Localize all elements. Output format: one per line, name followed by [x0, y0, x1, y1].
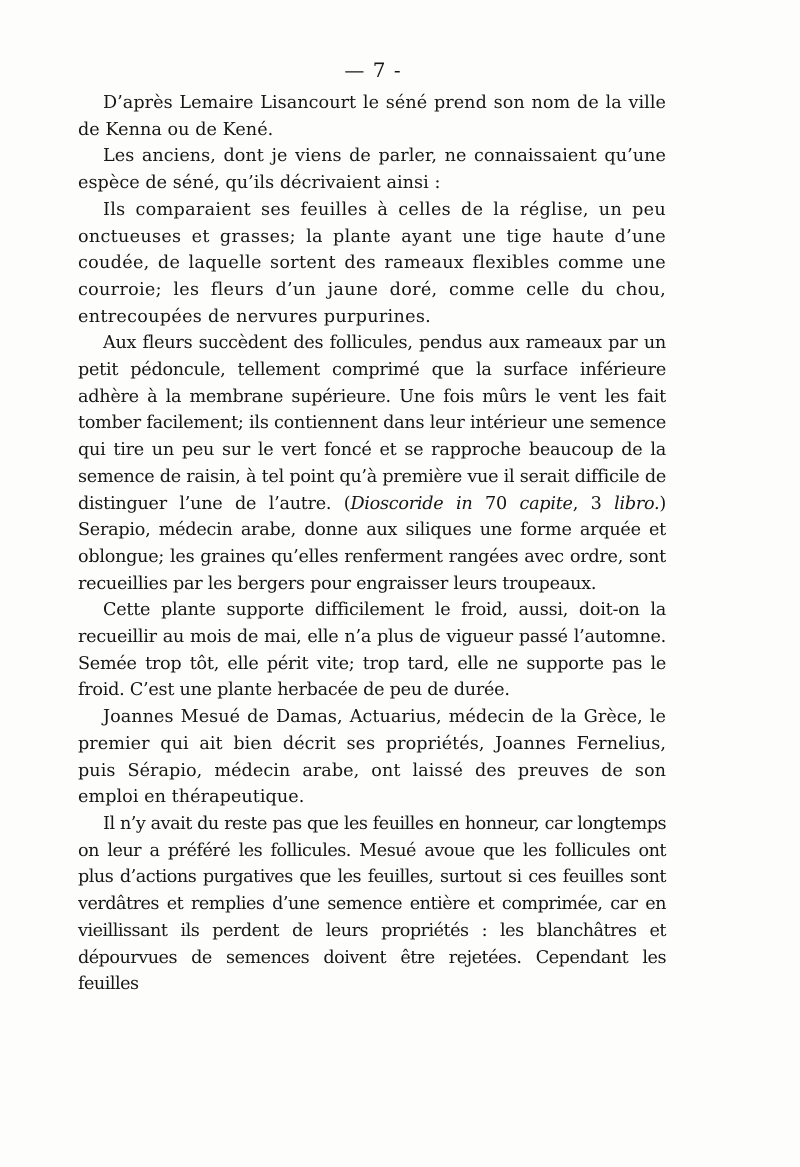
follicles-text-start: Aux fleurs succèdent des follicules, pendus aux rameaux par un petit pédoncule, tellement comprimé que la surface inférieure adhère à la membrane supérieure. Une fois mûrs le vent les fait tomber facilement; ils contiennent dans leur intérieur une semence qui tire un peu sur le vert foncé et se rapproche beaucoup de la semence de raisin, à tel point qu’à première vue il serait difficile de distinguer l’une de l’autre. ( [78, 333, 666, 514]
page-number: — 7 - [344, 58, 402, 82]
citation-author: Dioscoride in [350, 493, 473, 514]
paragraph-follicles [78, 330, 666, 597]
follicles-text-end: ) Serapio, médecin arabe, donne aux siliques une forme arquée et oblongue; les graines qu’elles renferment rangées avec ordre, sont recueillies par les bergers pour engraisser leurs troupeaux. [78, 493, 667, 594]
citation-number: 70 [472, 493, 520, 514]
paragraph-cultivation: Cette plante supporte difficilement le froid, aussi, doit-on la recueillir au mois de mai, elle n’a plus de vigueur passé l’automne. Semée trop tôt, elle périt vite; trop tard, elle ne supporte pas le froid. C’est une plante herbacée de peu de durée. [78, 600, 666, 701]
paragraph-leaves: Il n’y avait du reste pas que les feuilles en honneur, car longtemps on leur a préféré les follicules. Mesué avoue que les follicules ont plus d’actions purgatives que les feuilles, surtout si ces feuilles sont verdâtres et remplies d’une semence entière et comprimée, car en vieillissant ils perdent de leurs propriétés : les blanchâtres et dépourvues de semences doivent être rejetées. Cependant les feuilles [78, 813, 666, 995]
body-text [78, 90, 666, 998]
paragraph-ancients: Les anciens, dont je viens de parler, ne connaissaient qu’une espèce de séné, qu’ils décrivaient ainsi : [78, 146, 666, 194]
paragraph-description: Ils comparaient ses feuilles à celles de la réglise, un peu onctueuses et grasses; la plante ayant une tige haute d’une coudée, de laquelle sortent des rameaux flexibles comme une courroie; les fleurs d’un jaune doré, comme celle du chou, entrecoupées de nervures purpurines. [78, 199, 666, 327]
citation-chapter: capite [519, 493, 573, 514]
paragraph-physicians: Joannes Mesué de Damas, Actuarius, médecin de la Grèce, le premier qui ait bien décrit ses propriétés, Joannes Fernelius, puis Sérapio, médecin arabe, ont laissé des preuves de son emploi en thérapeutique. [78, 707, 666, 808]
citation-book-number: , 3 [572, 493, 615, 514]
citation-book: libro. [614, 493, 660, 514]
paragraph-etymology: D’après Lemaire Lisancourt le séné prend son nom de la ville de Kenna ou de Kené. [78, 93, 666, 140]
